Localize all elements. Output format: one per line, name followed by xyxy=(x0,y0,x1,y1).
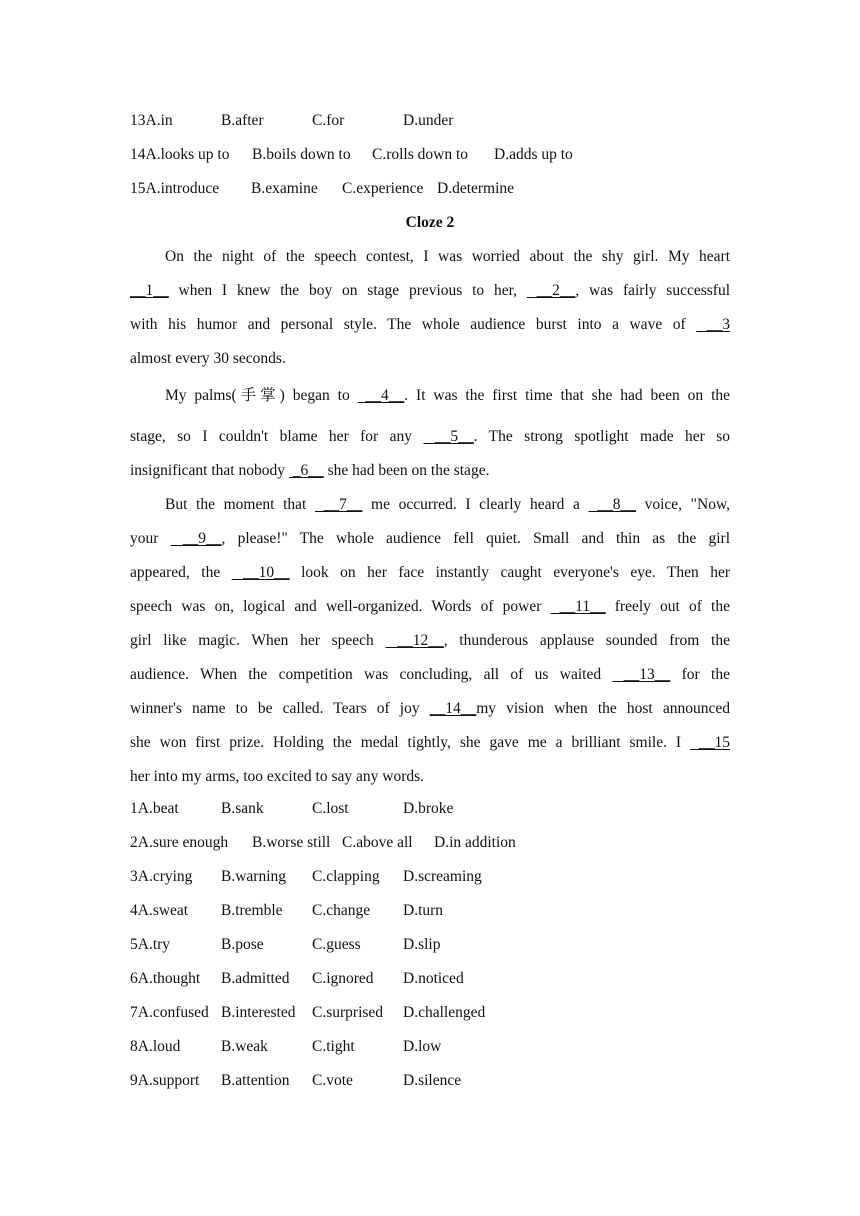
text-line: speech was on, logical and well-organized. Words of power __11__ freely out of the xyxy=(130,598,730,615)
text-line: insignificant that nobody _6__ she had been on the stage. xyxy=(130,462,490,479)
text-line: your __9__, please!" The whole audience fell quiet. Small and thin as the girl xyxy=(130,530,730,547)
option-b: B.after xyxy=(221,112,264,129)
blank-13: __13__ xyxy=(612,666,671,683)
section-title: Cloze 2 xyxy=(405,214,455,231)
blank-7: __7__ xyxy=(314,496,363,513)
option-a: A.looks up to xyxy=(145,146,230,163)
text-line: almost every 30 seconds. xyxy=(130,350,286,367)
blank-11: __11__ xyxy=(550,598,606,615)
blank-2: __2__ xyxy=(526,282,576,299)
option-number: 14 xyxy=(130,146,146,163)
option-c: C.rolls down to xyxy=(372,146,469,163)
paragraph-3 xyxy=(130,494,730,800)
option-c: C.experience xyxy=(342,180,424,197)
text-line: audience. When the competition was concluding, all of us waited __13__ for the xyxy=(130,666,730,683)
text-line: with his humor and personal style. The whole audience burst into a wave of __3 xyxy=(130,316,731,333)
option-d: D.adds up to xyxy=(494,146,573,163)
paragraph-1 xyxy=(130,246,730,382)
blank-12: __12__ xyxy=(385,632,444,649)
text-line: __1__ when I knew the boy on stage previous to her, __2__, was fairly successful xyxy=(130,282,731,299)
blank-6: _6__ xyxy=(288,462,324,479)
text-line: girl like magic. When her speech __12__, thunderous applause sounded from the xyxy=(130,632,730,649)
blank-3: __3 xyxy=(696,316,731,333)
text-line: appeared, the __10__ look on her face instantly caught everyone's eye. Then her xyxy=(130,564,730,581)
paragraph-2 xyxy=(130,385,730,494)
option-c: C.for xyxy=(312,112,345,129)
blank-1: __1__ xyxy=(130,282,169,299)
blank-9: __9__ xyxy=(170,530,222,547)
option-a: A.in xyxy=(145,112,173,129)
text-line: But the moment that __7__ me occurred. I clearly heard a __8__ voice, "Now, xyxy=(165,496,731,513)
blank-8: __8__ xyxy=(588,496,636,513)
option-number: 15 xyxy=(130,180,146,197)
text-line: stage, so I couldn't blame her for any __5__. The strong spotlight made her so xyxy=(130,428,730,445)
option-d: D.under xyxy=(403,112,454,129)
text-line: On the night of the speech contest, I was worried about the shy girl. My heart xyxy=(165,248,730,265)
blank-5: __5__ xyxy=(423,428,474,445)
blank-4: __4__ xyxy=(357,387,405,404)
option-d: D.determine xyxy=(437,180,515,197)
blank-14: __14__ xyxy=(429,700,477,717)
option-a: A.introduce xyxy=(145,180,220,197)
blank-15: __15 xyxy=(690,734,731,751)
option-b: B.boils down to xyxy=(252,146,351,163)
option-b: B.examine xyxy=(251,180,318,197)
option-number: 13 xyxy=(130,112,146,129)
text-line: winner's name to be called. Tears of joy __14__my vision when the host announced xyxy=(130,700,730,717)
text-line: she won first prize. Holding the medal tightly, she gave me a brilliant smile. I __15 xyxy=(130,734,731,751)
text-line: My palms(手掌) began to __4__. It was the first time that she had been on the xyxy=(165,387,731,404)
blank-10: __10__ xyxy=(231,564,290,581)
text-line: her into my arms, too excited to say any words. xyxy=(130,768,425,785)
